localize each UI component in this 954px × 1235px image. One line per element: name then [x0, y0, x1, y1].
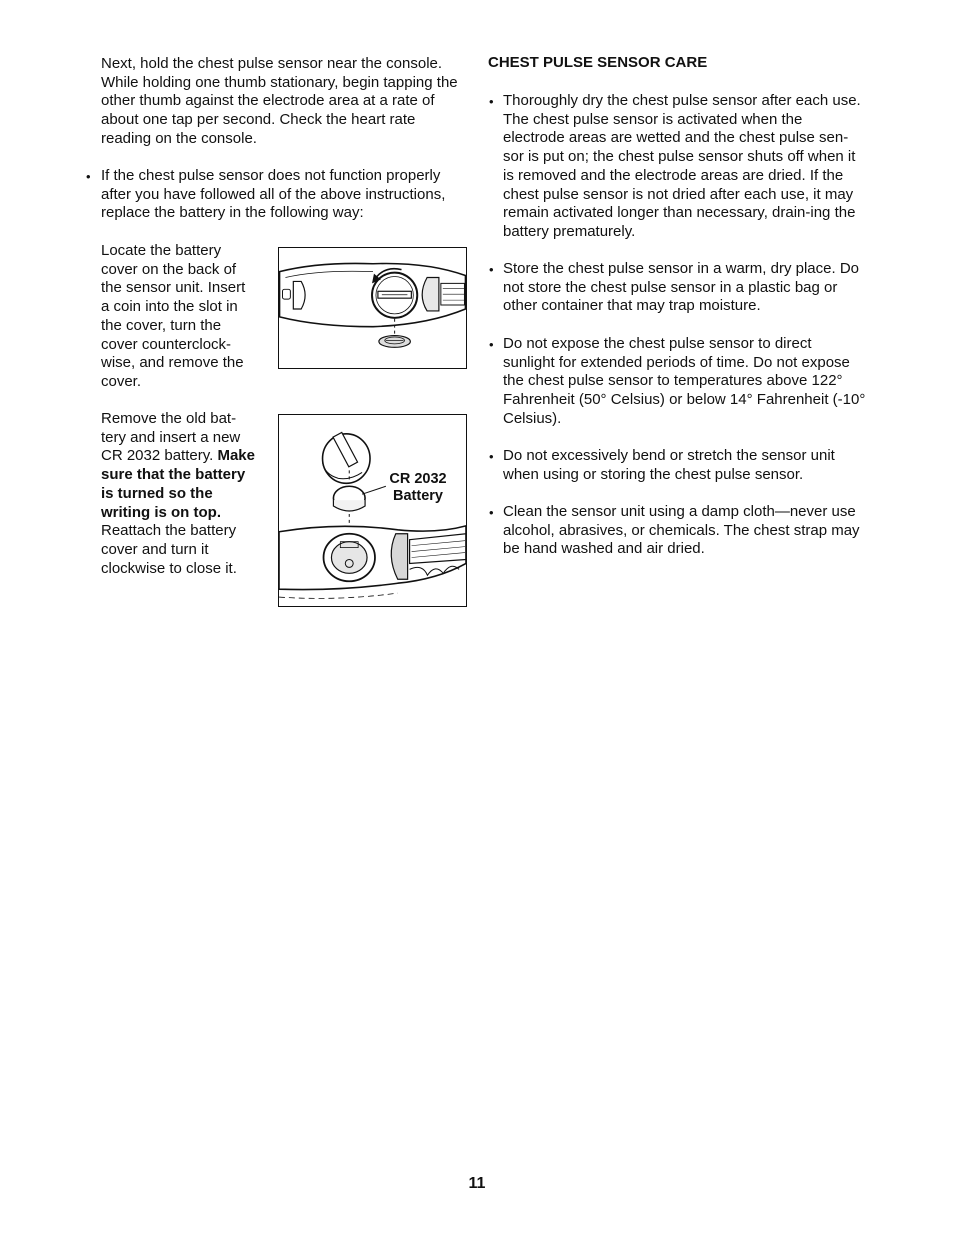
replace-battery-paragraph: If the chest pulse sensor does not function properly after you have followed all of the above instructions, replace the battery in the following way:: [101, 167, 446, 222]
figure-battery-replacement: [278, 414, 467, 607]
section-heading: CHEST PULSE SENSOR CARE: [488, 54, 708, 71]
figure-battery-cover: [278, 247, 467, 369]
page-number: 11: [468, 1175, 486, 1192]
intro-paragraph: Next, hold the chest pulse sensor near the console. While holding one thumb stationary, begin tapping the other thumb against the electrode area at a rate of about one tap per second. Check the heart rate reading on the console.: [101, 55, 458, 147]
bullet-marker: •: [489, 449, 494, 464]
remove-battery-text: Remove the old bat-tery and insert a new CR 2032 battery.: [101, 410, 241, 465]
bullet-marker: •: [489, 94, 494, 109]
care-item-dry: Thoroughly dry the chest pulse sensor after each use. The chest pulse sensor is activated when the electrode areas are wetted and the chest pulse sen-sor is put on; the chest pulse sensor shuts off when it is removed and the electrode areas are dried. If the chest pulse sensor is not dried after each use, it may remain activated longer than necessary, drain-ing the battery prematurely.: [503, 92, 861, 240]
care-item-sunlight: Do not expose the chest pulse sensor to direct sunlight for extended periods of time. Do not expose the chest pulse sensor to temperatures above 122° Fahrenheit (50° Celsius) or below 14° Fahrenheit (-10° Celsius).: [503, 335, 866, 427]
care-item-bend: Do not excessively bend or stretch the sensor unit when using or storing the chest pulse sensor.: [503, 447, 835, 483]
bullet-marker: •: [489, 262, 494, 277]
battery-orientation-warning: Make sure that the battery is turned so the writing is on top.: [101, 447, 255, 521]
battery-label-model: CR 2032: [389, 471, 447, 487]
bullet-marker: •: [489, 505, 494, 520]
care-item-store: Store the chest pulse sensor in a warm, dry place. Do not store the chest pulse sensor in a plastic bag or other container that may trap moisture.: [503, 260, 860, 315]
sensor-cover-illustration: [279, 248, 466, 368]
battery-replacement-illustration: [279, 415, 466, 606]
bullet-marker: •: [489, 337, 494, 352]
locate-cover-paragraph: Locate the battery cover on the back of the sensor unit. Insert a coin into the slot in the cover, turn the cover counterclock-wise, and remove the cover.: [101, 242, 246, 390]
care-item-clean: Clean the sensor unit using a damp cloth—never use alcohol, abrasives, or chemicals. The chest strap may be hand washed and air dried.: [503, 503, 860, 558]
remove-battery-paragraph: [101, 410, 257, 578]
bullet-marker: •: [86, 169, 91, 184]
battery-label: [387, 471, 449, 505]
battery-label-word: Battery: [393, 488, 443, 504]
reattach-cover-text: Reattach the battery cover and turn it clockwise to close it.: [101, 522, 237, 577]
